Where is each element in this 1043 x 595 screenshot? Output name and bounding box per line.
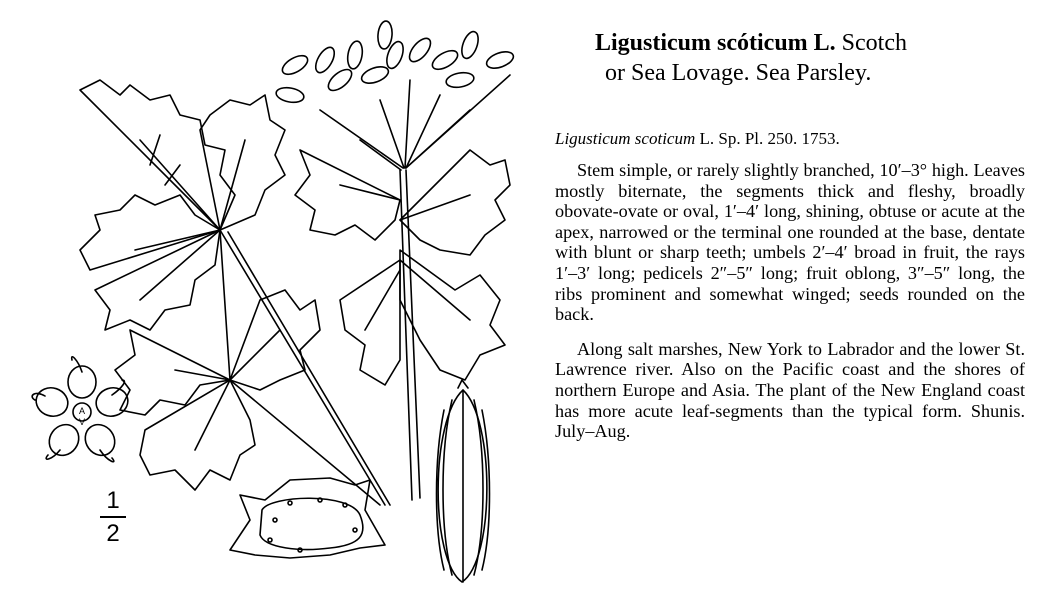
- species-name: Ligusticum scóticum L.: [595, 30, 836, 56]
- text-column: [555, 28, 1025, 442]
- common-name-1: Scotch: [841, 30, 907, 56]
- scale-bar: [100, 516, 126, 518]
- species-title: [595, 28, 1025, 88]
- scale-denominator: 2: [106, 520, 120, 547]
- leaf-upper-left: [80, 80, 235, 230]
- leaf-upper-right: [200, 95, 285, 230]
- leaf-right: [295, 150, 510, 385]
- description-paragraph: Stem simple, or rarely slightly branched, 10′–3° high. Leaves mostly biternate, the segments thick and fleshy, broadly obovate-ovate or oval, 1′–4′ long, shining, obtuse or acute at the apex, narrowed or the terminal one rounded at the base, dentate with blunt or sharp teeth; umbels 2′–4′ broad in fruit, the rays 1′–3′ long; pedicels 2″–5″ long; fruit oblong, 3″–5″ long, the ribs prominent and somewhat winged; seeds rounded on the back.: [555, 160, 1025, 325]
- flower-letter-a: A: [78, 406, 86, 416]
- common-name-2: or Sea Lovage. Sea Parsley.: [605, 60, 872, 86]
- scale-fraction: [100, 488, 126, 547]
- distribution-paragraph: Along salt marshes, New York to Labrador and the lower St. Lawrence river. Also on the Pacific coast and the shores of northern Europe and Asia. The plant of the New England coast has more acute leaf-segments than the typical form. Shunis. July–Aug.: [555, 338, 1025, 442]
- citation-reference: L. Sp. Pl. 250. 1753.: [699, 129, 840, 148]
- citation-name: Ligusticum scoticum: [555, 129, 696, 148]
- citation: [555, 128, 1025, 150]
- leaf-mid-left: [80, 195, 220, 330]
- flower-letter-v: V: [78, 417, 86, 427]
- leaf-mid-right: [115, 290, 320, 490]
- fruit-detail: [437, 380, 490, 582]
- scale-numerator: 1: [106, 487, 120, 514]
- umbel-fruits: [275, 20, 516, 104]
